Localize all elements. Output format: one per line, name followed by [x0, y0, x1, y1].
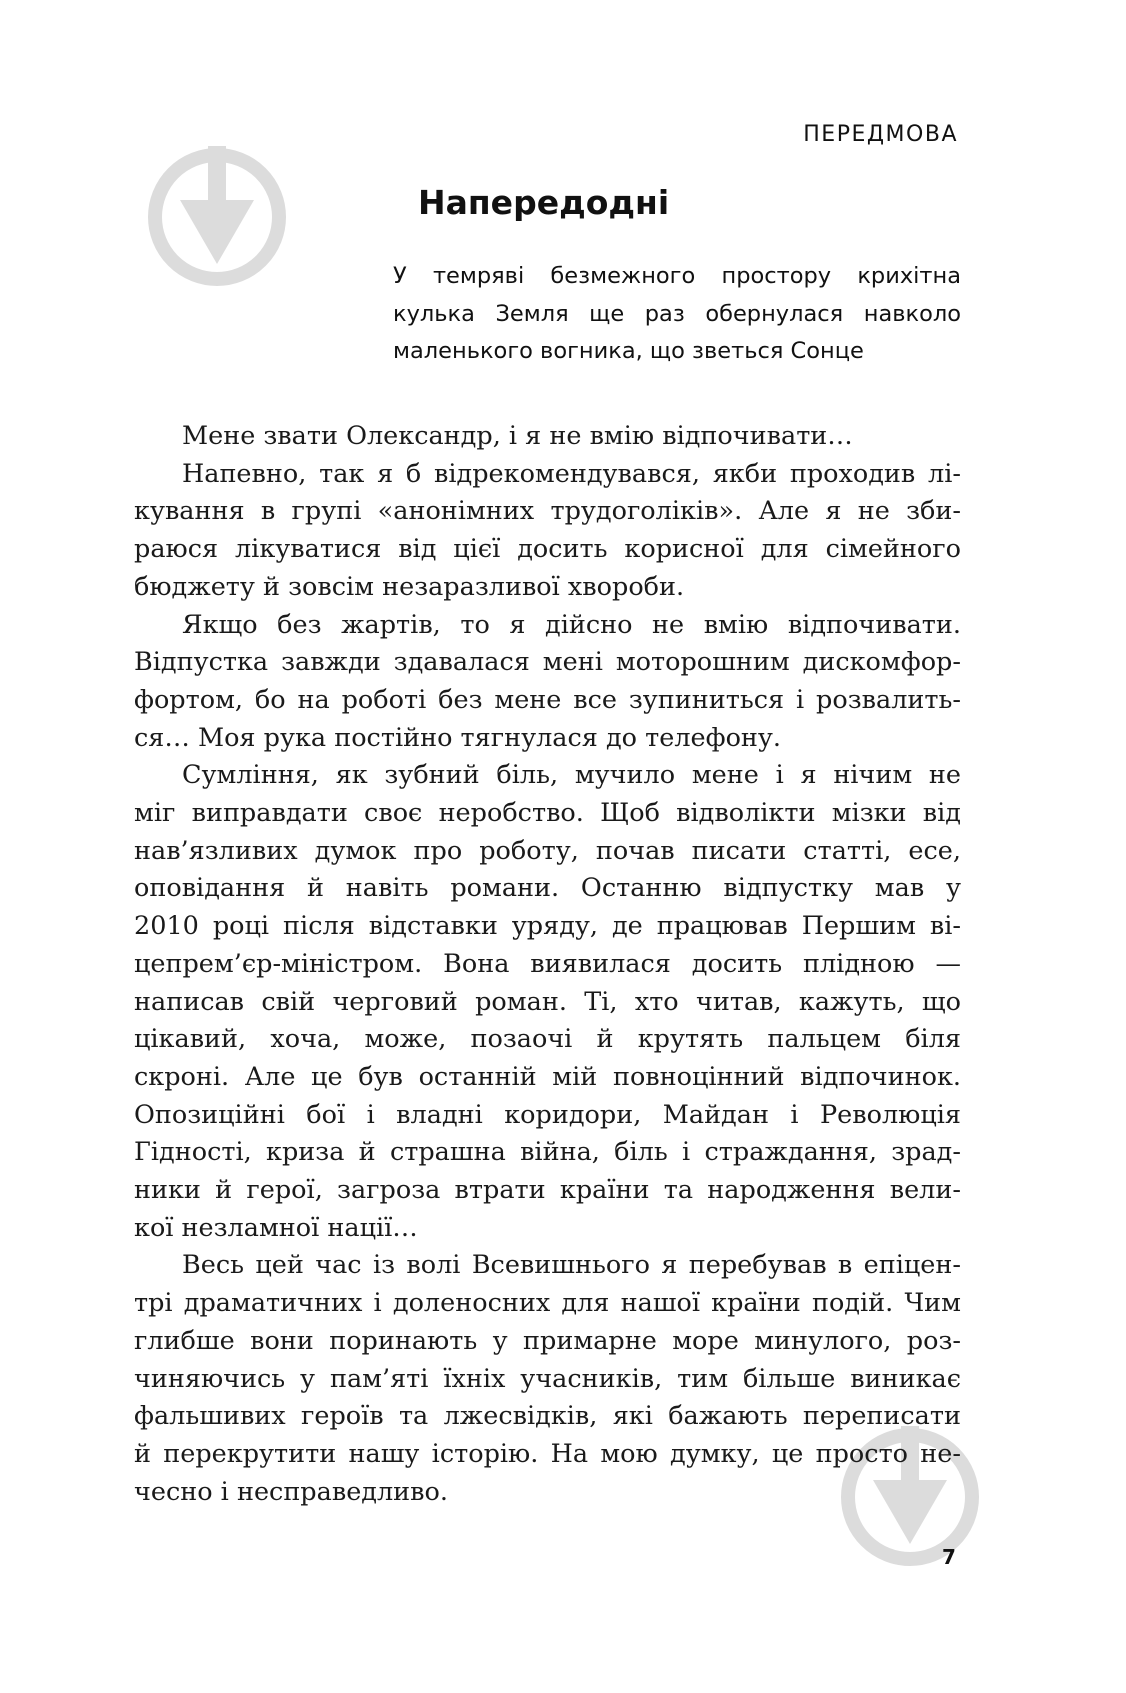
epigraph-line: маленького вогника, що зветься Сонце	[393, 338, 864, 364]
body-line: кої незламної нації…	[134, 1212, 418, 1243]
body-line: написав свій черговий роман. Ті, хто читав, кажуть, що	[134, 986, 961, 1017]
body-line: скроні. Але це був останній мій повноцінний відпочинок.	[134, 1061, 961, 1092]
body-text	[134, 418, 961, 1511]
body-line: Напевно, так я б відрекомендувався, якби проходив лі-	[182, 458, 961, 489]
body-line: Якщо без жартів, то я дійсно не вмію відпочивати.	[182, 609, 961, 640]
body-line: фортом, бо на роботі без мене все зупиниться і розвалить-	[134, 684, 961, 715]
body-line: ся… Моя рука постійно тягнулася до телефону.	[134, 722, 782, 753]
body-line: Мене звати Олександр, і я не вмію відпочивати…	[182, 421, 853, 451]
page-number: 7	[942, 1545, 956, 1569]
body-line: бюджету й зовсім незаразливої хвороби.	[134, 571, 685, 602]
running-header: ПЕРЕДМОВА	[803, 122, 958, 147]
body-line: кування в групі «анонімних трудоголіків». Але я не зби-	[134, 496, 961, 527]
body-line: Гідності, криза й страшна війна, біль і страждання, зрад-	[134, 1137, 961, 1168]
body-line: цікавий, хоча, може, позаочі й крутять пальцем біля	[134, 1024, 961, 1055]
body-line: міг виправдати своє неробство. Щоб відволікти мізки від	[134, 798, 961, 829]
body-line: нав’язливих думок про роботу, почав писати статті, есе,	[134, 835, 961, 866]
body-line: й перекрутити нашу історію. На мою думку, це просто не-	[134, 1438, 961, 1469]
chapter-title: Напередодні	[418, 183, 670, 222]
body-line: 2010 році після відставки уряду, де працював Першим ві-	[134, 911, 961, 942]
body-line: раюся лікуватися від цієї досить корисної для сімейного	[134, 534, 961, 565]
body-line: чесно і несправедливо.	[134, 1476, 448, 1507]
body-line: ники й герої, загроза втрати країни та народження вели-	[134, 1175, 961, 1206]
epigraph	[393, 258, 961, 371]
body-line: Опозиційні бої і владні коридори, Майдан і Революція	[134, 1099, 961, 1130]
watermark-download-icon	[142, 142, 292, 292]
body-line: Сумління, як зубний біль, мучило мене і я нічим не	[182, 760, 961, 791]
epigraph-line: кулька Земля ще раз обернулася навколо	[393, 300, 961, 327]
body-line: Весь цей час із волі Всевишнього я перебував в епіцен-	[182, 1250, 961, 1281]
body-line: оповідання й навіть романи. Останню відпустку мав у	[134, 873, 961, 904]
epigraph-line: У темряві безмежного простору крихітна	[393, 263, 961, 289]
body-line: глибше вони поринають у примарне море минулого, роз-	[134, 1325, 961, 1356]
body-line: чиняючись у пам’яті їхніх учасників, тим більше виникає	[134, 1363, 961, 1394]
body-line: фальшивих героїв та лжесвідків, які бажають переписати	[134, 1401, 961, 1432]
body-line: трі драматичних і доленосних для нашої країни подій. Чим	[134, 1288, 961, 1319]
body-line: Відпустка завжди здавалася мені моторошним дискомфор-	[134, 647, 961, 678]
body-line: цепрем’єр-міністром. Вона виявилася досить плідною —	[134, 948, 961, 979]
